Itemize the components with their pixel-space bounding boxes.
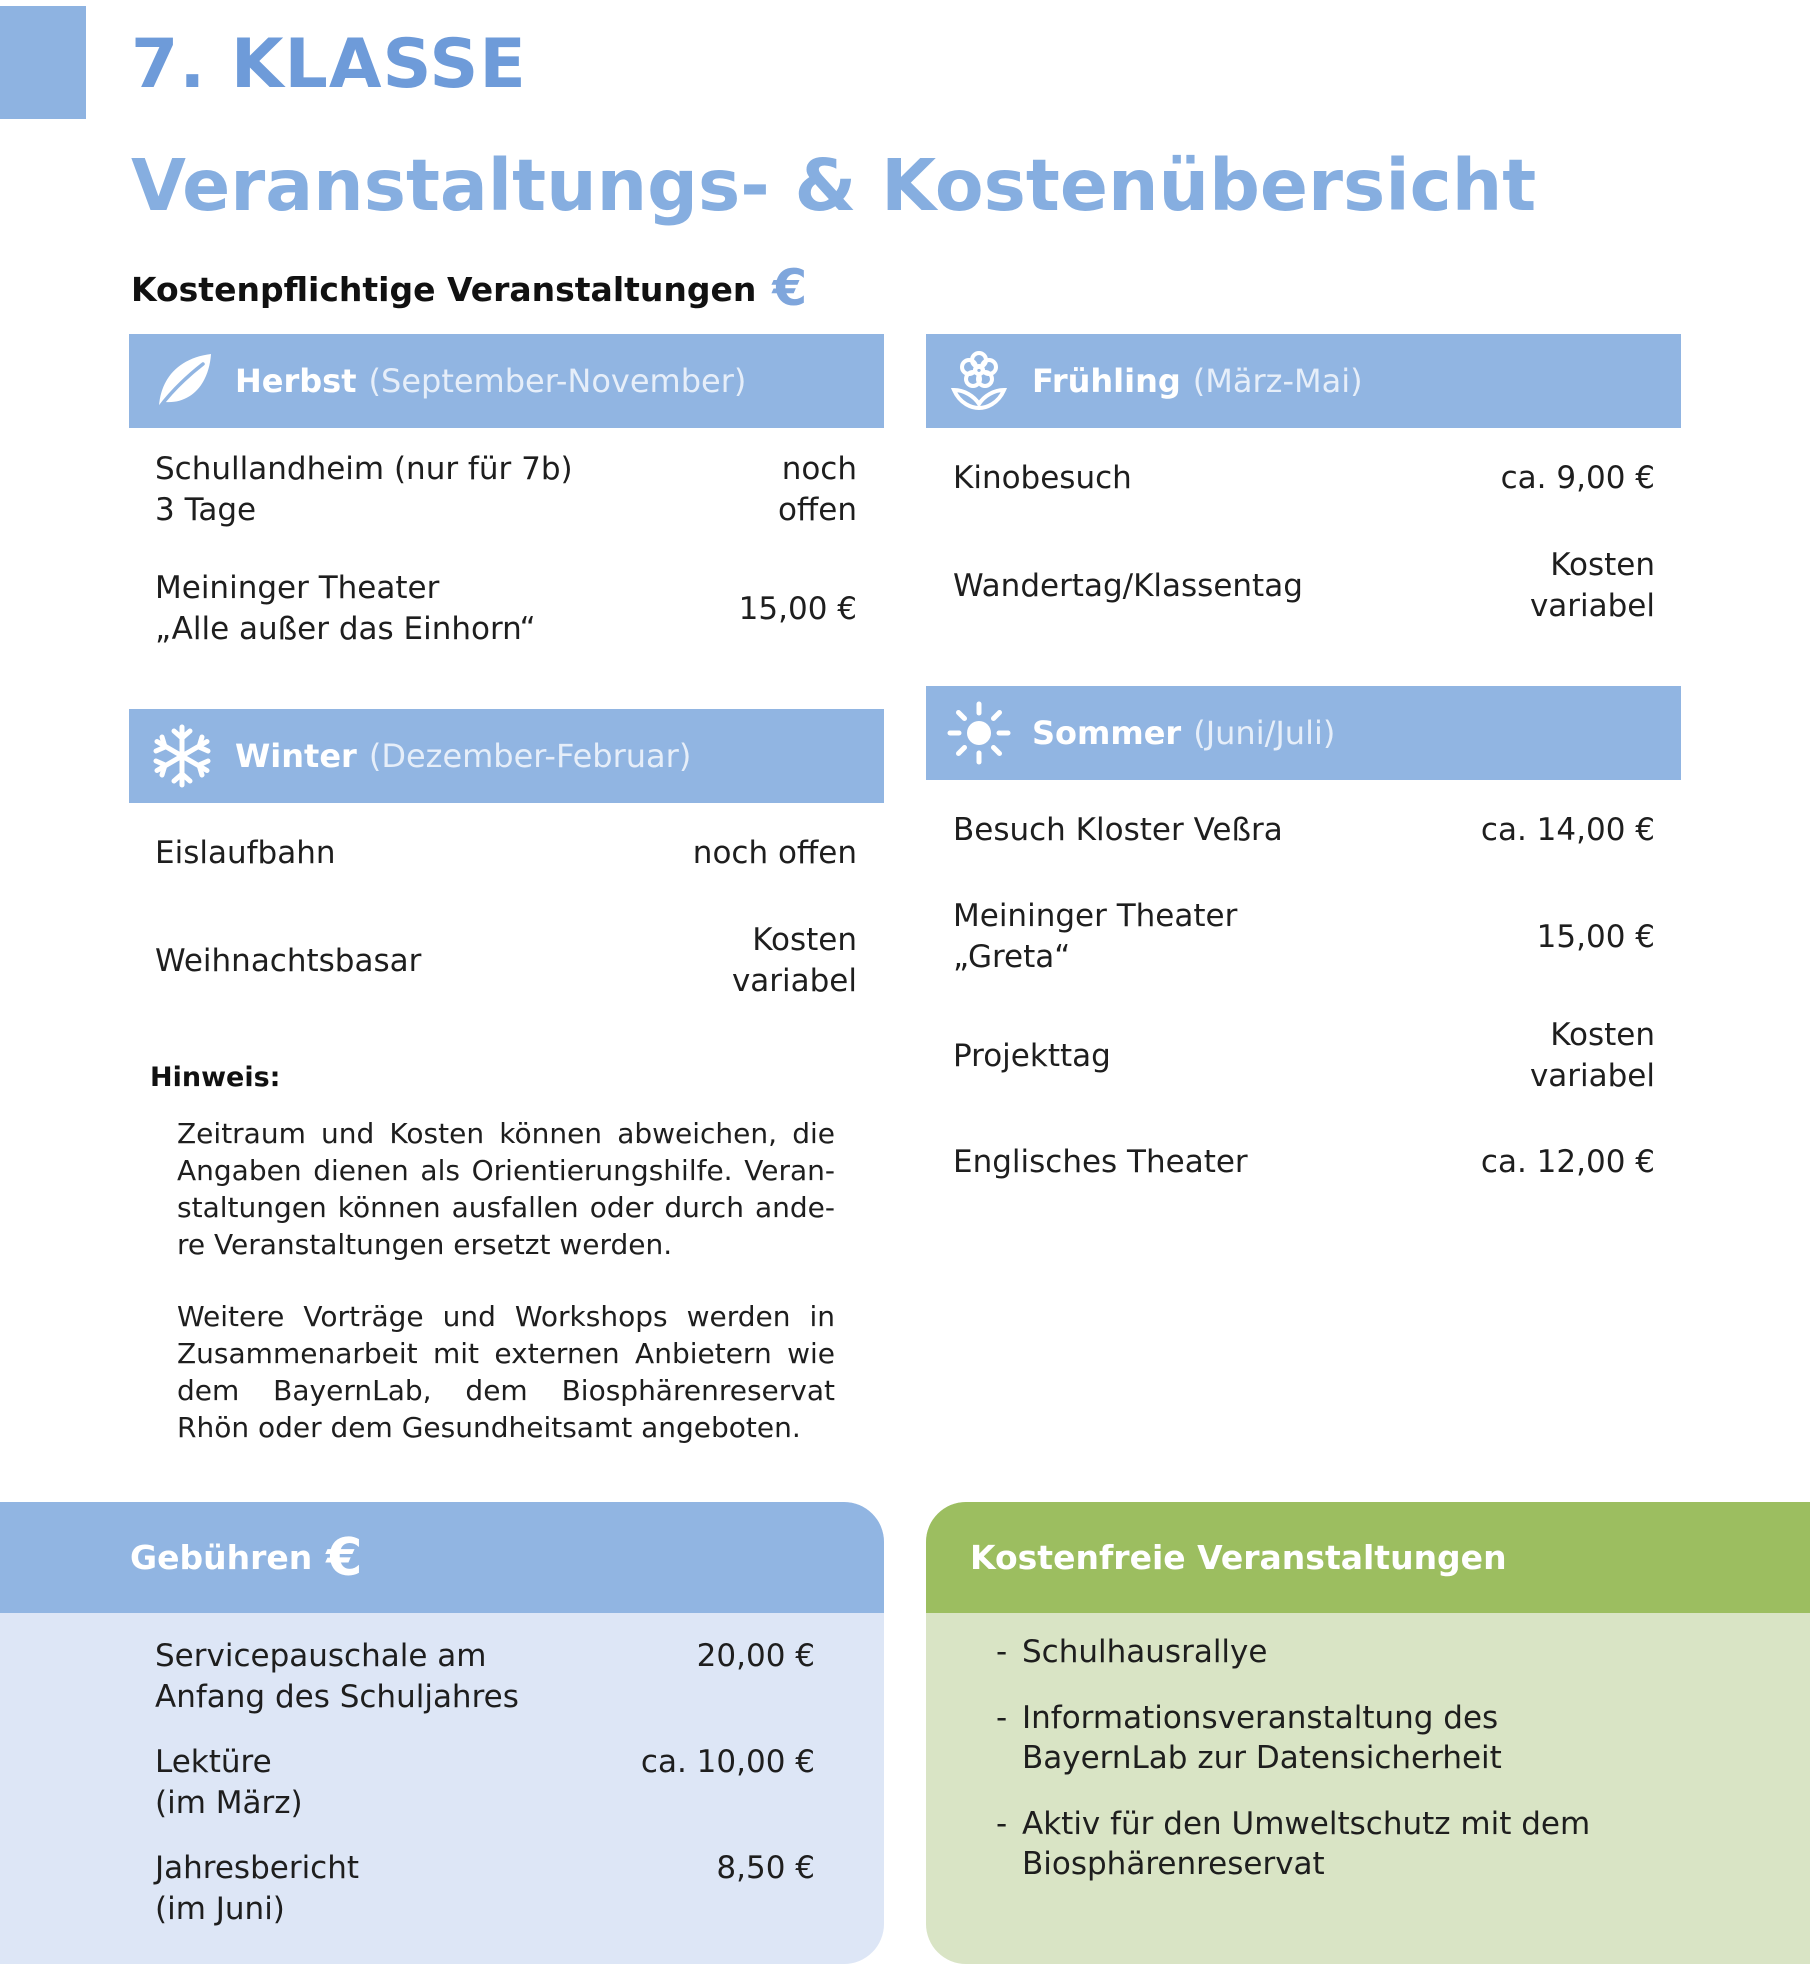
- event-label: Eislaufbahn: [155, 835, 336, 871]
- event-label: Besuch Kloster Veßra: [953, 812, 1283, 848]
- season-name-fruehling: Frühling: [1032, 362, 1181, 400]
- note-title: Hinweis:: [150, 1062, 281, 1093]
- event-cost: 15,00 €: [1536, 918, 1655, 955]
- leaf-icon: [149, 348, 215, 414]
- event-row: [953, 896, 1655, 978]
- list-item: - Schulhausrallye: [996, 1632, 1776, 1672]
- event-row: [155, 920, 857, 1002]
- note-paragraph: Zeitraum und Kosten können abweichen, die Angaben dienen als Orientierungshilfe. Veranstaltungen können ausfallen oder durch andere Veranstaltungen ersetzt werden.: [177, 1117, 835, 1261]
- fee-cost: ca. 10,00 €: [640, 1744, 815, 1780]
- corner-accent-block: [0, 6, 86, 119]
- fee-row: [155, 1848, 815, 1930]
- sun-icon: [946, 700, 1012, 766]
- fee-row: [155, 1636, 815, 1718]
- event-cost: ca. 14,00 €: [1480, 812, 1655, 848]
- event-label: Wandertag/Klassentag: [953, 567, 1303, 604]
- fee-cost: 8,50 €: [716, 1850, 815, 1886]
- euro-icon: €: [326, 1527, 363, 1588]
- event-row: [953, 1015, 1655, 1097]
- fee-label: Jahresbericht (im Juni): [155, 1850, 360, 1927]
- season-header-sommer: [926, 686, 1681, 780]
- event-label: Kinobesuch: [953, 460, 1132, 496]
- event-row: [953, 458, 1655, 499]
- season-name-herbst: Herbst: [235, 362, 357, 400]
- season-range-winter: (Dezember-Februar): [368, 737, 692, 775]
- season-range-sommer: (Juni/Juli): [1193, 714, 1336, 752]
- fee-label: Servicepauschale am Anfang des Schuljahres: [155, 1638, 519, 1715]
- free-events-title: Kostenfreie Veranstaltungen: [970, 1538, 1507, 1577]
- fee-label: Lektüre (im März): [155, 1744, 303, 1821]
- event-label: Projekttag: [953, 1037, 1111, 1074]
- event-row: [953, 545, 1655, 627]
- fees-panel: [0, 1502, 884, 1964]
- page-title: Veranstaltungs- & Kostenübersicht: [131, 144, 1537, 227]
- event-cost: noch offen: [777, 451, 857, 528]
- event-row: [953, 1142, 1655, 1183]
- fees-header: [0, 1502, 884, 1613]
- season-range-fruehling: (März-Mai): [1192, 362, 1363, 400]
- event-cost: noch offen: [692, 835, 857, 871]
- event-row: [953, 810, 1655, 851]
- paid-section-title-text: Kostenpflichtige Veranstaltungen: [131, 270, 757, 309]
- season-header-winter: [129, 709, 884, 803]
- euro-icon: €: [772, 259, 808, 317]
- list-item: - Informationsveranstaltung des BayernLab zur Datensicherheit: [996, 1698, 1776, 1778]
- list-item: - Aktiv für den Umweltschutz mit dem Biosphärenreservat: [996, 1804, 1776, 1884]
- event-row: [155, 833, 857, 874]
- event-label: Weihnachtsbasar: [155, 942, 422, 979]
- event-cost: ca. 9,00 €: [1500, 460, 1655, 496]
- season-header-fruehling: [926, 334, 1681, 428]
- season-range-herbst: (September-November): [368, 362, 747, 400]
- event-label: Schullandheim (nur für 7b) 3 Tage: [155, 451, 573, 528]
- event-cost: ca. 12,00 €: [1480, 1144, 1655, 1180]
- event-cost: Kosten variabel: [731, 922, 857, 999]
- paid-section-title: [131, 259, 808, 317]
- event-row: [155, 568, 857, 650]
- free-events-panel: [926, 1502, 1810, 1964]
- snowflake-icon: [149, 723, 215, 789]
- event-label: Meininger Theater „Alle außer das Einhorn“: [155, 570, 536, 647]
- event-row: [155, 449, 857, 531]
- fee-cost: 20,00 €: [696, 1638, 815, 1674]
- season-name-sommer: Sommer: [1032, 714, 1182, 752]
- event-cost: Kosten variabel: [1529, 547, 1655, 624]
- flower-icon: [946, 348, 1012, 414]
- event-label: Englisches Theater: [953, 1144, 1248, 1180]
- season-header-herbst: [129, 334, 884, 428]
- free-events-header: [926, 1502, 1810, 1613]
- grade-title: 7. KLASSE: [131, 25, 527, 104]
- free-events-list: [996, 1632, 1776, 1910]
- fees-title: Gebühren: [130, 1538, 313, 1577]
- fee-row: [155, 1742, 815, 1824]
- event-cost: Kosten variabel: [1529, 1017, 1655, 1094]
- season-name-winter: Winter: [235, 737, 357, 775]
- event-cost: 15,00 €: [738, 590, 857, 627]
- event-label: Meininger Theater „Greta“: [953, 898, 1238, 975]
- note-paragraph: Weitere Vorträge und Workshops werden in Zusammenarbeit mit externen Anbietern wie dem BayernLab, dem Biosphärenreservat Rhön oder dem Gesundheitsamt angeboten.: [177, 1300, 835, 1444]
